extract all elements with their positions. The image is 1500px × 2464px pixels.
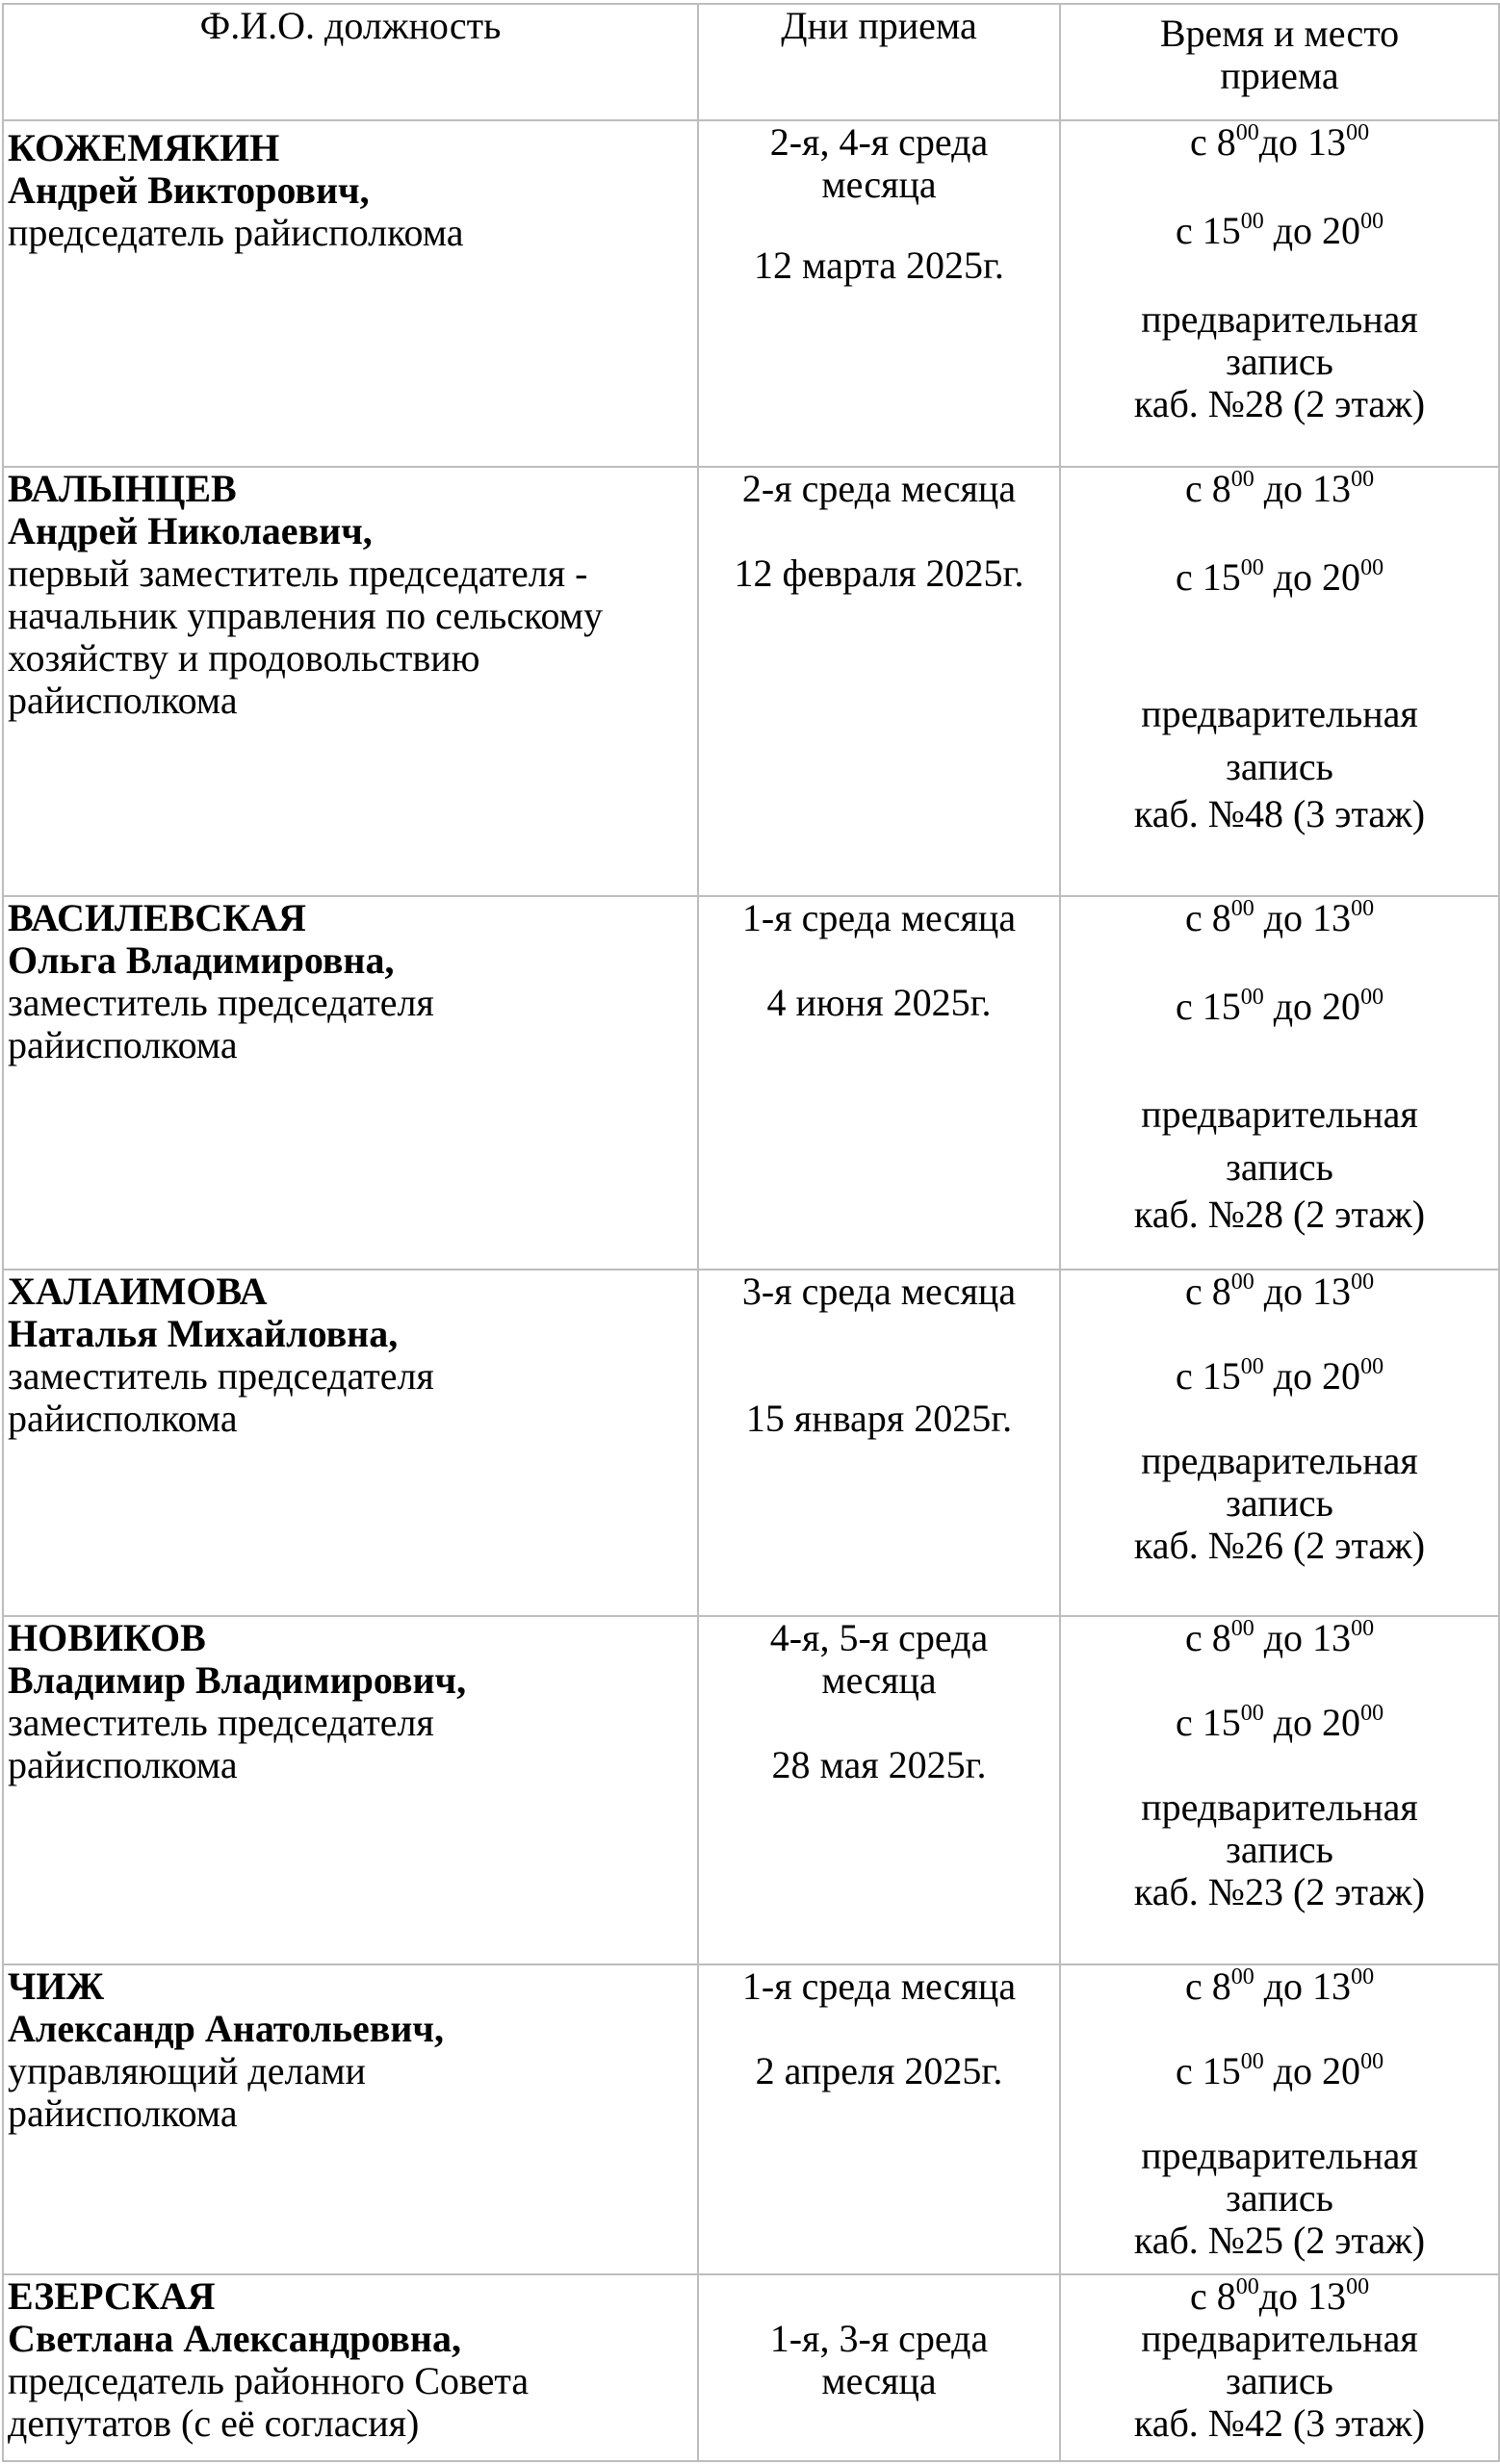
official-surname: ВАСИЛЕВСКАЯ [8, 896, 306, 939]
prelim-text: предварительная запись [1141, 2134, 1418, 2220]
time-cell [1060, 1616, 1499, 1964]
official-name: Светлана Александровна, [8, 2317, 461, 2360]
official-surname: ХАЛАИМОВА [8, 1270, 268, 1313]
days-text: 3-я среда месяца [741, 1270, 1017, 1313]
time-cell [1060, 2274, 1499, 2461]
official-name: Ольга Владимировна, [8, 938, 395, 982]
official-position: председатель районного Совета депутатов (с её согласия) [8, 2359, 530, 2445]
official-position: управляющий делами райисполкома [8, 2049, 366, 2135]
office-text: каб. №42 (3 этаж) [1133, 2401, 1426, 2445]
official-name: Наталья Михайловна, [8, 1312, 399, 1355]
days-text: 4-я, 5-я среда месяца [769, 1616, 989, 1702]
days-cell [698, 1964, 1060, 2274]
official-cell [3, 1616, 698, 1964]
table-row [3, 467, 1499, 896]
days-cell [698, 467, 1060, 896]
table-row [3, 1616, 1499, 1964]
official-cell [3, 467, 698, 896]
date-text: 28 мая 2025г. [771, 1743, 987, 1786]
table-row [3, 120, 1499, 467]
days-cell [698, 120, 1060, 467]
official-name: Александр Анатольевич, [8, 2007, 444, 2050]
days-cell [698, 896, 1060, 1270]
official-name: Владимир Владимирович, [8, 1658, 467, 1702]
official-position: заместитель председателя райисполкома [8, 1354, 434, 1440]
official-name: Андрей Викторович, [8, 168, 370, 212]
header-time-place: Время и место приема [1060, 4, 1499, 120]
official-cell [3, 896, 698, 1270]
time-evening: с $15^{00}$ до $20^{00}$ [1175, 555, 1384, 599]
official-surname: ВАЛЫНЦЕВ [8, 467, 237, 510]
official-position: заместитель председателя райисполкома [8, 1701, 434, 1786]
header-fio: Ф.И.О. должность [3, 4, 698, 120]
table-row [3, 2274, 1499, 2461]
time-evening: с $15^{00}$ до $20^{00}$ [1175, 1701, 1384, 1744]
office-text: каб. №28 (2 этаж) [1133, 1193, 1426, 1236]
time-cell [1060, 1964, 1499, 2274]
time-evening: с $15^{00}$ до $20^{00}$ [1175, 1354, 1384, 1398]
office-text: каб. №26 (2 этаж) [1133, 1524, 1426, 1567]
table-row [3, 896, 1499, 1270]
date-text: 12 марта 2025г. [754, 244, 1004, 287]
time-evening: с $15^{00}$ до $20^{00}$ [1175, 985, 1384, 1028]
date-text: 2 апреля 2025г. [755, 2049, 1003, 2092]
days-text: 2-я среда месяца [741, 467, 1017, 510]
official-position: первый заместитель председателя - начальник управления по сельскому хозяйству и продовольствию райисполкома [8, 552, 603, 722]
prelim-text: предварительная запись [1141, 1439, 1418, 1525]
time-cell [1060, 896, 1499, 1270]
header-days: Дни приема [698, 4, 1060, 120]
days-text: 1-я, 3-я среда месяца [769, 2317, 989, 2402]
time-morning: с $8^{00}$ до $13^{00}$ [1184, 1270, 1375, 1313]
time-evening: с $15^{00}$ до $20^{00}$ [1175, 209, 1384, 252]
prelim-text: предварительная запись [1141, 297, 1418, 383]
official-position: председатель райисполкома [8, 211, 464, 254]
office-text: каб. №25 (2 этаж) [1133, 2219, 1426, 2262]
official-surname: НОВИКОВ [8, 1616, 206, 1659]
official-name: Андрей Николаевич, [8, 509, 373, 552]
days-text: 1-я среда месяца [741, 1964, 1017, 2008]
official-surname: ЧИЖ [8, 1964, 105, 2008]
table-row [3, 1270, 1499, 1616]
prelim-text: предварительная запись [1141, 2317, 1418, 2402]
official-surname: КОЖЕМЯКИН [8, 126, 280, 169]
official-cell [3, 1964, 698, 2274]
prelim-text: предварительная запись [1141, 692, 1418, 788]
reception-schedule-table [2, 3, 1500, 2462]
official-cell [3, 120, 698, 467]
table-row [3, 1964, 1499, 2274]
official-cell [3, 2274, 698, 2461]
time-morning: с $8^{00}$ до $13^{00}$ [1184, 1616, 1375, 1659]
official-cell [3, 1270, 698, 1616]
time-evening: с $15^{00}$ до $20^{00}$ [1175, 2049, 1384, 2092]
time-cell [1060, 467, 1499, 896]
time-morning: с $8^{00}$ до $13^{00}$ [1184, 1964, 1375, 2008]
days-cell [698, 1270, 1060, 1616]
time-morning: с $8^{00}до$ $13^{00}$ [1189, 2274, 1370, 2318]
office-text: каб. №28 (2 этаж) [1133, 382, 1426, 425]
time-morning: с $8^{00}до$ $13^{00}$ [1189, 120, 1370, 164]
prelim-text: предварительная запись [1141, 1785, 1418, 1871]
prelim-text: предварительная запись [1141, 1092, 1418, 1189]
time-cell [1060, 1270, 1499, 1616]
date-text: 12 февраля 2025г. [734, 552, 1024, 595]
date-text: 4 июня 2025г. [766, 981, 992, 1024]
time-morning: с $8^{00}$ до $13^{00}$ [1184, 896, 1375, 939]
days-text: 1-я среда месяца [741, 896, 1017, 939]
header-row [3, 4, 1499, 120]
days-text: 2-я, 4-я среда месяца [769, 120, 989, 206]
time-cell [1060, 120, 1499, 467]
days-cell [698, 1616, 1060, 1964]
office-text: каб. №48 (3 этаж) [1133, 792, 1426, 835]
official-surname: ЕЗЕРСКАЯ [8, 2274, 216, 2318]
date-text: 15 января 2025г. [745, 1397, 1013, 1440]
office-text: каб. №23 (2 этаж) [1133, 1870, 1426, 1913]
days-cell [698, 2274, 1060, 2461]
official-position: заместитель председателя райисполкома [8, 981, 434, 1066]
time-morning: с $8^{00}$ до $13^{00}$ [1184, 467, 1375, 510]
